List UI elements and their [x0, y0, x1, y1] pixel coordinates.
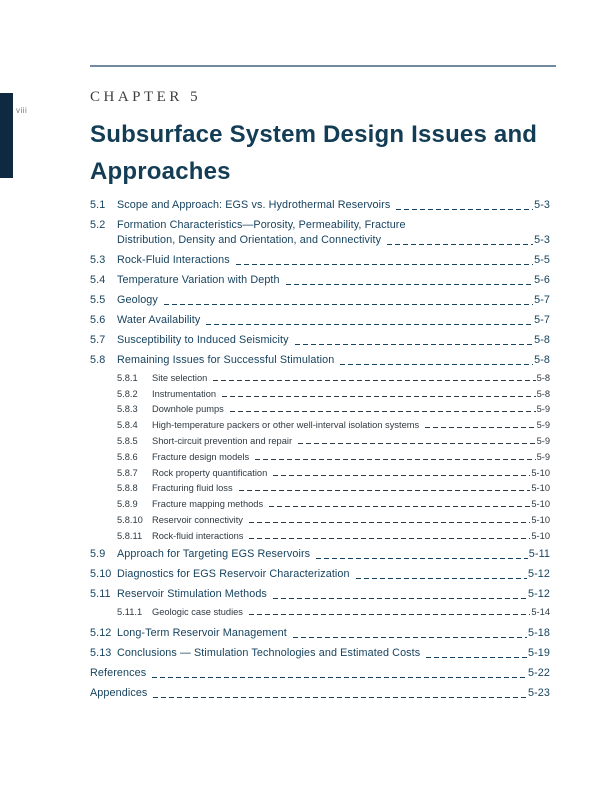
dotted-leader — [249, 538, 530, 539]
toc-entry — [90, 548, 550, 561]
chapter-label: CHAPTER 5 — [90, 89, 202, 105]
toc-entry-number: 5.13 — [90, 646, 112, 659]
toc-entry-number: 5.8.2 — [117, 388, 138, 399]
toc-entry-label: Rock property quantification — [152, 467, 268, 478]
toc-entry-page: 5-10 — [531, 514, 550, 525]
toc-entry-number: 5.9 — [90, 547, 106, 560]
toc-entry-number: 5.6 — [90, 314, 106, 326]
page-number-folio: viii — [16, 106, 28, 115]
toc-entry-number: 5.8.11 — [117, 530, 143, 541]
toc-entry — [90, 499, 550, 509]
toc-entry — [90, 531, 550, 541]
toc-entry-label: Downhole pumps — [152, 404, 224, 415]
toc-entry — [90, 483, 550, 493]
toc-entry-number: 5.8.5 — [117, 435, 138, 446]
toc-entry — [90, 274, 550, 287]
toc-entry-page: 5-18 — [527, 626, 550, 639]
header-rule — [90, 65, 556, 67]
dotted-leader — [316, 558, 528, 559]
toc-entry-number: 5.4 — [90, 274, 106, 286]
dotted-leader — [239, 490, 531, 491]
dotted-leader — [249, 522, 530, 523]
toc-entry — [90, 254, 550, 267]
dotted-leader — [164, 304, 533, 305]
toc-entry — [90, 294, 550, 307]
chapter-edge-tab — [0, 93, 13, 178]
toc-entry-label: Short-circuit prevention and repair — [152, 435, 293, 446]
toc-entry — [90, 314, 550, 327]
toc-entry-number: 5.8.10 — [117, 514, 143, 525]
toc-entry-number: 5.10 — [90, 567, 112, 580]
toc-entry-page: 5-7 — [534, 294, 550, 306]
dotted-leader — [298, 443, 536, 444]
toc-entry-number: 5.5 — [90, 294, 106, 306]
toc-entry-number: 5.8.7 — [117, 467, 138, 478]
dotted-leader — [396, 209, 533, 210]
toc-entry-page: 5-8 — [536, 388, 550, 399]
dotted-leader — [340, 364, 533, 365]
toc — [90, 199, 550, 700]
toc-entry-label: Fracture mapping methods — [152, 499, 264, 510]
dotted-leader — [206, 324, 533, 325]
toc-entry-page: 5-8 — [534, 354, 550, 366]
toc-entry-label: Fracture design models — [152, 451, 250, 462]
toc-entry-label: Long-Term Reservoir Management — [117, 626, 287, 639]
toc-entry-label: Instrumentation — [152, 388, 217, 399]
toc-entry-number: 5.1 — [90, 199, 106, 211]
chapter-title — [90, 116, 560, 190]
toc-entry — [90, 687, 550, 700]
toc-entry-continuation — [90, 234, 550, 247]
toc-entry — [90, 219, 550, 232]
toc-entry-page: 5-19 — [527, 646, 550, 659]
toc-entry-number: 5.11.1 — [117, 606, 143, 617]
dotted-leader — [387, 244, 533, 245]
dotted-leader — [255, 459, 535, 460]
toc-entry-number: 5.8.3 — [117, 404, 138, 415]
toc-entry-label: Reservoir connectivity — [152, 514, 243, 525]
toc-entry — [90, 607, 550, 617]
toc-entry — [90, 568, 550, 581]
toc-entry-number: 5.8.8 — [117, 483, 138, 494]
toc-entry — [90, 373, 550, 383]
toc-entry — [90, 452, 550, 462]
toc-entry-page: 5-6 — [534, 274, 550, 286]
toc-entry-page: 5-14 — [531, 606, 550, 617]
toc-entry-page: 5-23 — [527, 686, 550, 699]
toc-entry-number: 5.12 — [90, 626, 112, 639]
dotted-leader — [222, 396, 535, 397]
toc-entry-number: 5.8.6 — [117, 451, 138, 462]
toc-entry-page: 5-5 — [534, 254, 550, 266]
toc-entry — [90, 354, 550, 367]
dotted-leader — [295, 344, 533, 345]
toc-entry — [90, 588, 550, 601]
dotted-leader — [153, 697, 527, 698]
toc-entry — [90, 334, 550, 347]
toc-entry-label: Temperature Variation with Depth — [117, 274, 280, 286]
toc-entry — [90, 420, 550, 430]
toc-entry-number: 5.11 — [90, 587, 111, 600]
toc-entry-label: Reservoir Stimulation Methods — [117, 587, 267, 600]
toc-entry-number: 5.3 — [90, 254, 106, 266]
toc-entry — [90, 627, 550, 640]
toc-entry-number: 5.8 — [90, 354, 106, 366]
chapter-title-line2: Approaches — [90, 158, 231, 185]
toc-entry-label: Conclusions — Stimulation Technologies and Estimated Costs — [117, 646, 421, 659]
toc-entry-page: 5-10 — [531, 499, 550, 510]
toc-entry — [90, 515, 550, 525]
toc-entry-page: 5-7 — [534, 314, 550, 326]
toc-entry-page: 5-9 — [536, 435, 550, 446]
toc-entry-label: Fracturing fluid loss — [152, 483, 233, 494]
toc-entry-page: 5-11 — [528, 547, 550, 560]
toc-entry-label: Appendices — [90, 686, 148, 699]
toc-entry-label: Remaining Issues for Successful Stimulation — [117, 354, 335, 366]
toc-entry — [90, 199, 550, 212]
chapter-title-line1: Subsurface System Design Issues and — [90, 121, 538, 148]
toc-entry-label: Rock-Fluid Interactions — [117, 254, 230, 266]
toc-entry-label: Scope and Approach: EGS vs. Hydrothermal Reservoirs — [117, 199, 391, 211]
toc-entry-page: 5-3 — [534, 234, 550, 246]
toc-entry-label: Site selection — [152, 372, 208, 383]
toc-entry-page: 5-10 — [531, 530, 550, 541]
toc-entry-number: 5.8.9 — [117, 499, 138, 510]
toc-entry-number: 5.8.1 — [117, 372, 138, 383]
toc-entry-label: High-temperature packers or other well-interval isolation systems — [152, 420, 420, 431]
dotted-leader — [425, 427, 535, 428]
dotted-leader — [426, 657, 527, 658]
toc-entry-label: Diagnostics for EGS Reservoir Characterization — [117, 567, 350, 580]
toc-entry — [90, 667, 550, 680]
toc-entry-label: References — [90, 666, 147, 679]
toc-entry-page: 5-9 — [536, 451, 550, 462]
toc-entry-page: 5-8 — [534, 334, 550, 346]
toc-entry-page: 5-12 — [527, 587, 550, 600]
toc-entry-page: 5-12 — [527, 567, 550, 580]
dotted-leader — [273, 475, 530, 476]
toc-entry-page: 5-9 — [536, 404, 550, 415]
dotted-leader — [293, 637, 527, 638]
dotted-leader — [273, 598, 527, 599]
toc-entry-page: 5-3 — [534, 199, 550, 211]
dotted-leader — [269, 506, 530, 507]
dotted-leader — [286, 284, 533, 285]
toc-entry-number: 5.2 — [90, 219, 106, 231]
dotted-leader — [152, 677, 527, 678]
toc-entry-number: 5.8.4 — [117, 420, 138, 431]
toc-entry-page: 5-10 — [531, 483, 550, 494]
toc-entry-page: 5-8 — [536, 372, 550, 383]
dotted-leader — [356, 578, 527, 579]
toc-entry-label: Distribution, Density and Orientation, and Connectivity — [117, 234, 382, 246]
dotted-leader — [213, 380, 535, 381]
toc-entry-label: Geologic case studies — [152, 606, 243, 617]
toc-entry-label: Approach for Targeting EGS Reservoirs — [117, 547, 311, 560]
toc-entry-page: 5-22 — [527, 666, 550, 679]
toc-entry — [90, 404, 550, 414]
toc-entry — [90, 436, 550, 446]
toc-entry-label: Water Availability — [117, 314, 201, 326]
toc-entry-number: 5.7 — [90, 334, 106, 346]
toc-entry — [90, 647, 550, 660]
toc-entry — [90, 389, 550, 399]
dotted-leader — [249, 614, 530, 615]
dotted-leader — [236, 264, 533, 265]
toc-entry — [90, 468, 550, 478]
toc-entry-label: Geology — [117, 294, 158, 306]
toc-entry-label: Rock-fluid interactions — [152, 530, 244, 541]
toc-entry-page: 5-9 — [536, 420, 550, 431]
dotted-leader — [230, 411, 536, 412]
toc-entry-label: Formation Characteristics—Porosity, Permeability, Fracture — [117, 219, 406, 231]
toc-entry-page: 5-10 — [531, 467, 550, 478]
toc-entry-label: Susceptibility to Induced Seismicity — [117, 334, 289, 346]
